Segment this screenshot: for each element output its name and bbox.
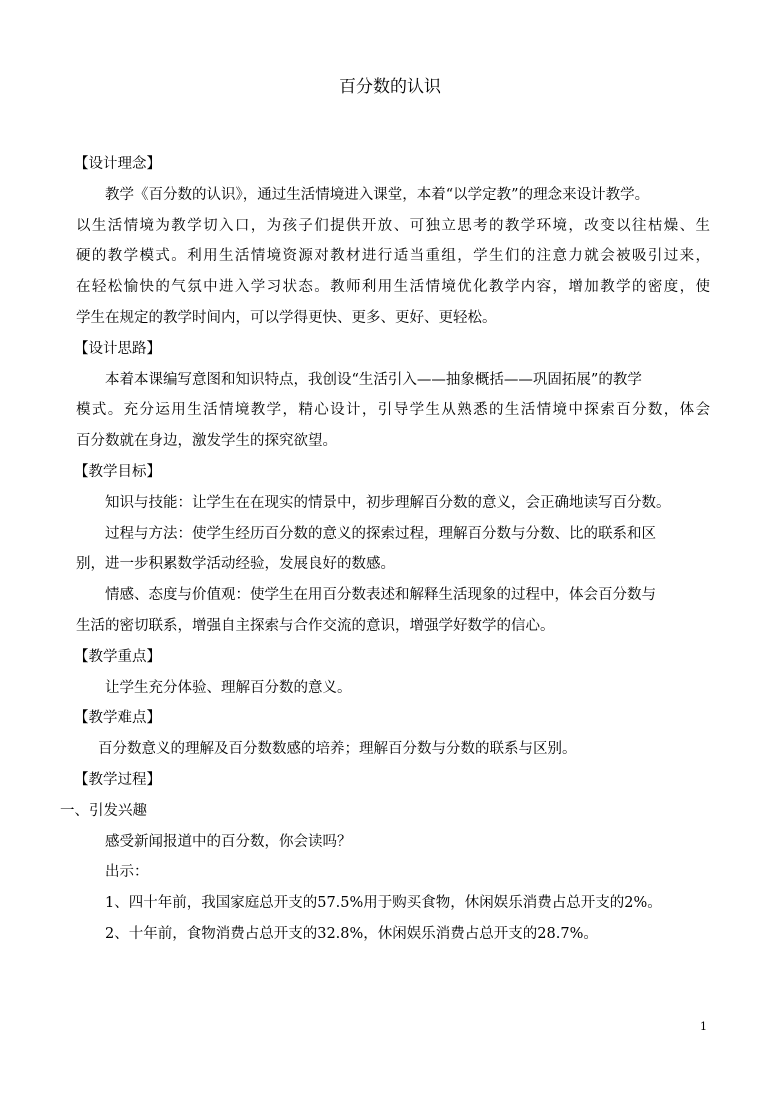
process-show-label: 出示：: [105, 864, 149, 881]
page-number: 1: [700, 1020, 707, 1033]
goal-emotion-line: 情感、态度与价值观：使学生在用百分数表述和解释生活现象的过程中，体会百分数与: [105, 587, 656, 604]
section-heading-design-idea: 【设计思路】: [74, 340, 161, 357]
section-heading-difficulties: 【教学难点】: [74, 710, 161, 727]
key-points-text: 让学生充分体验、理解百分数的意义。: [105, 679, 352, 696]
difficulties-text: 百分数意义的理解及百分数数感的培养；理解百分数与分数的联系与区别。: [98, 741, 577, 758]
paragraph-line: 硬的教学模式。利用生活情境资源对教材进行适当重组，学生们的注意力就会被吸引过来，: [76, 248, 710, 265]
paragraph-line: 学生在规定的教学时间内，可以学得更快、更多、更好、更轻松。: [76, 309, 497, 326]
process-item: 1、四十年前，我国家庭总开支的57.5%用于购买食物，休闲娱乐消费占总开支的2%。: [105, 895, 662, 912]
goal-process-line: 过程与方法：使学生经历百分数的意义的探索过程，理解百分数与分数、比的联系和区: [105, 525, 656, 542]
paragraph-line: 百分数就在身边，激发学生的探究欲望。: [76, 433, 337, 450]
section-heading-process: 【教学过程】: [74, 771, 161, 788]
paragraph-line: 在轻松愉快的气氛中进入学习状态。教师利用生活情境优化教学内容，增加教学的密度，使: [76, 279, 710, 296]
process-step-title: 一、引发兴趣: [60, 802, 147, 819]
process-item: 2、十年前，食物消费占总开支的32.8%，休闲娱乐消费占总开支的28.7%。: [105, 925, 598, 942]
goal-knowledge: 知识与技能：让学生在在现实的情景中，初步理解百分数的意义，会正确地读写百分数。: [105, 494, 671, 511]
document-body: [60, 149, 710, 950]
section-heading-goals: 【教学目标】: [74, 463, 161, 480]
section-heading-design-concept: 【设计理念】: [74, 156, 161, 172]
process-question: 感受新闻报道中的百分数，你会读吗？: [105, 833, 352, 850]
paragraph-line: 模式。充分运用生活情境教学，精心设计，引导学生从熟悉的生活情境中探索百分数，体会: [76, 402, 710, 419]
document-title: 百分数的认识: [339, 77, 441, 97]
paragraph-line: 以生活情境为教学切入口，为孩子们提供开放、可独立思考的教学环境，改变以往枯燥、生: [76, 217, 710, 234]
paragraph-line: 本着本课编写意图和知识特点，我创设“生活引入——抽象概括——巩固拓展”的教学: [105, 371, 642, 388]
goal-process-line: 别，进一步积累数学活动经验，发展良好的数感。: [76, 556, 395, 573]
section-heading-key-points: 【教学重点】: [74, 648, 161, 665]
goal-emotion-line: 生活的密切联系，增强自主探索与合作交流的意识，增强学好数学的信心。: [76, 617, 555, 634]
paragraph-line: 教学《百分数的认识》，通过生活情境进入课堂，本着“以学定教”的理念来设计教学。: [105, 186, 650, 203]
